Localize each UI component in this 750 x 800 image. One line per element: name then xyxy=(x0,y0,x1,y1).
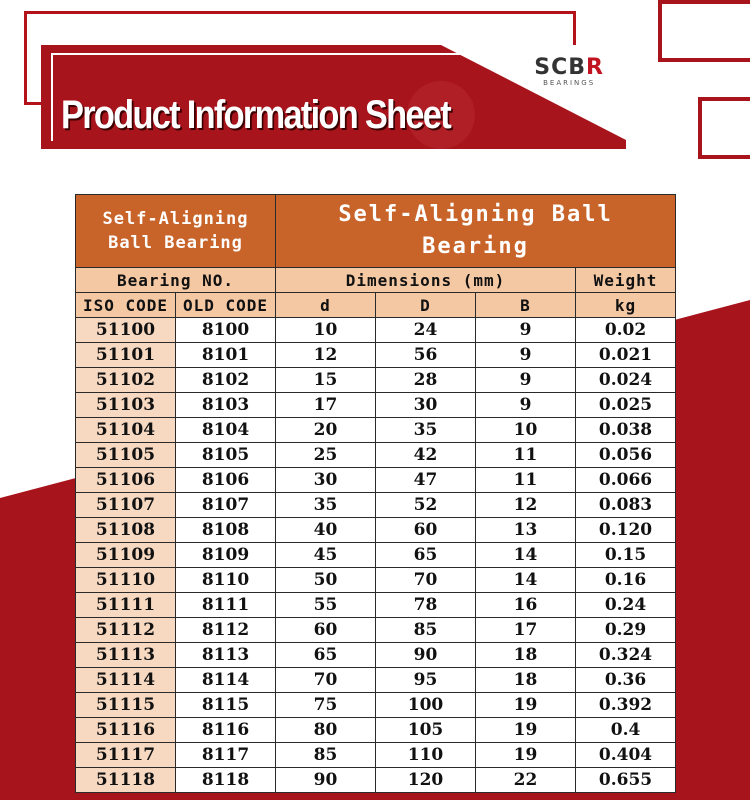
table-row xyxy=(76,568,676,593)
page-title: Product Information Sheet xyxy=(61,93,450,137)
table-row xyxy=(76,668,676,693)
weight-cell: 0.29 xyxy=(576,618,676,643)
weight-cell: 0.025 xyxy=(576,393,676,418)
iso-code-cell: 51111 xyxy=(76,593,176,618)
weight-cell: 0.16 xyxy=(576,568,676,593)
B-cell: 19 xyxy=(476,743,576,768)
old-code-cell: 8101 xyxy=(176,343,276,368)
d-cell: 25 xyxy=(276,443,376,468)
iso-code-cell: 51103 xyxy=(76,393,176,418)
D-cell: 95 xyxy=(376,668,476,693)
B-cell: 14 xyxy=(476,543,576,568)
table-row xyxy=(76,368,676,393)
column-header-kg: kg xyxy=(576,293,676,318)
table-row xyxy=(76,768,676,793)
d-cell: 80 xyxy=(276,718,376,743)
d-cell: 55 xyxy=(276,593,376,618)
d-cell: 50 xyxy=(276,568,376,593)
d-cell: 20 xyxy=(276,418,376,443)
B-cell: 9 xyxy=(476,318,576,343)
iso-code-cell: 51117 xyxy=(76,743,176,768)
iso-code-cell: 51107 xyxy=(76,493,176,518)
weight-cell: 0.024 xyxy=(576,368,676,393)
weight-cell: 0.24 xyxy=(576,593,676,618)
iso-code-cell: 51101 xyxy=(76,343,176,368)
D-cell: 90 xyxy=(376,643,476,668)
weight-cell: 0.655 xyxy=(576,768,676,793)
logo-subtext: BEARINGS xyxy=(543,79,596,87)
iso-code-cell: 51105 xyxy=(76,443,176,468)
column-header-B: B xyxy=(476,293,576,318)
B-cell: 9 xyxy=(476,393,576,418)
column-header-old: OLD CODE xyxy=(176,293,276,318)
d-cell: 35 xyxy=(276,493,376,518)
iso-code-cell: 51113 xyxy=(76,643,176,668)
B-cell: 16 xyxy=(476,593,576,618)
d-cell: 17 xyxy=(276,393,376,418)
D-cell: 28 xyxy=(376,368,476,393)
weight-cell: 0.02 xyxy=(576,318,676,343)
old-code-cell: 8111 xyxy=(176,593,276,618)
iso-code-cell: 51118 xyxy=(76,768,176,793)
D-cell: 24 xyxy=(376,318,476,343)
table-row xyxy=(76,493,676,518)
B-cell: 14 xyxy=(476,568,576,593)
decorative-frame-top-right xyxy=(658,0,750,62)
D-cell: 65 xyxy=(376,543,476,568)
d-cell: 75 xyxy=(276,693,376,718)
d-cell: 65 xyxy=(276,643,376,668)
B-cell: 11 xyxy=(476,443,576,468)
table-row xyxy=(76,593,676,618)
table-row xyxy=(76,718,676,743)
D-cell: 78 xyxy=(376,593,476,618)
header-bearing-no: Bearing NO. xyxy=(76,268,276,293)
B-cell: 10 xyxy=(476,418,576,443)
old-code-cell: 8102 xyxy=(176,368,276,393)
weight-cell: 0.056 xyxy=(576,443,676,468)
iso-code-cell: 51104 xyxy=(76,418,176,443)
table-row xyxy=(76,618,676,643)
logo-text-accent: R xyxy=(586,55,604,80)
old-code-cell: 8107 xyxy=(176,493,276,518)
old-code-cell: 8109 xyxy=(176,543,276,568)
D-cell: 110 xyxy=(376,743,476,768)
B-cell: 18 xyxy=(476,668,576,693)
D-cell: 105 xyxy=(376,718,476,743)
decorative-frame-right xyxy=(698,97,750,159)
iso-code-cell: 51114 xyxy=(76,668,176,693)
column-header-D: D xyxy=(376,293,476,318)
old-code-cell: 8103 xyxy=(176,393,276,418)
brand-logo xyxy=(534,57,604,88)
iso-code-cell: 51102 xyxy=(76,368,176,393)
D-cell: 35 xyxy=(376,418,476,443)
old-code-cell: 8110 xyxy=(176,568,276,593)
iso-code-cell: 51112 xyxy=(76,618,176,643)
table-row xyxy=(76,343,676,368)
table-row xyxy=(76,318,676,343)
iso-code-cell: 51115 xyxy=(76,693,176,718)
column-header-iso: ISO CODE xyxy=(76,293,176,318)
header-dimensions: Dimensions (mm) xyxy=(276,268,576,293)
weight-cell: 0.120 xyxy=(576,518,676,543)
table-row xyxy=(76,393,676,418)
d-cell: 10 xyxy=(276,318,376,343)
iso-code-cell: 51100 xyxy=(76,318,176,343)
d-cell: 40 xyxy=(276,518,376,543)
D-cell: 60 xyxy=(376,518,476,543)
D-cell: 100 xyxy=(376,693,476,718)
old-code-cell: 8117 xyxy=(176,743,276,768)
group-header-row xyxy=(76,268,676,293)
d-cell: 12 xyxy=(276,343,376,368)
column-header-d: d xyxy=(276,293,376,318)
weight-cell: 0.066 xyxy=(576,468,676,493)
D-cell: 56 xyxy=(376,343,476,368)
B-cell: 9 xyxy=(476,343,576,368)
D-cell: 30 xyxy=(376,393,476,418)
weight-cell: 0.15 xyxy=(576,543,676,568)
B-cell: 18 xyxy=(476,643,576,668)
table-row xyxy=(76,418,676,443)
old-code-cell: 8104 xyxy=(176,418,276,443)
D-cell: 85 xyxy=(376,618,476,643)
B-cell: 11 xyxy=(476,468,576,493)
B-cell: 9 xyxy=(476,368,576,393)
logo-text-main: SCB xyxy=(534,55,587,80)
B-cell: 19 xyxy=(476,718,576,743)
old-code-cell: 8114 xyxy=(176,668,276,693)
weight-cell: 0.021 xyxy=(576,343,676,368)
weight-cell: 0.404 xyxy=(576,743,676,768)
table-row xyxy=(76,543,676,568)
iso-code-cell: 51110 xyxy=(76,568,176,593)
iso-code-cell: 51108 xyxy=(76,518,176,543)
old-code-cell: 8118 xyxy=(176,768,276,793)
weight-cell: 0.083 xyxy=(576,493,676,518)
old-code-cell: 8113 xyxy=(176,643,276,668)
table-row xyxy=(76,743,676,768)
B-cell: 12 xyxy=(476,493,576,518)
bearing-spec-table xyxy=(75,194,676,793)
header-weight: Weight xyxy=(576,268,676,293)
D-cell: 42 xyxy=(376,443,476,468)
header-banner xyxy=(41,45,626,149)
old-code-cell: 8112 xyxy=(176,618,276,643)
D-cell: 120 xyxy=(376,768,476,793)
old-code-cell: 8115 xyxy=(176,693,276,718)
d-cell: 15 xyxy=(276,368,376,393)
weight-cell: 0.4 xyxy=(576,718,676,743)
table-title-row xyxy=(76,195,676,268)
iso-code-cell: 51116 xyxy=(76,718,176,743)
B-cell: 13 xyxy=(476,518,576,543)
table-title-right: Self-Aligning Ball Bearing xyxy=(276,195,676,268)
weight-cell: 0.038 xyxy=(576,418,676,443)
old-code-cell: 8105 xyxy=(176,443,276,468)
B-cell: 22 xyxy=(476,768,576,793)
table-row xyxy=(76,693,676,718)
B-cell: 17 xyxy=(476,618,576,643)
d-cell: 60 xyxy=(276,618,376,643)
old-code-cell: 8100 xyxy=(176,318,276,343)
iso-code-cell: 51106 xyxy=(76,468,176,493)
D-cell: 47 xyxy=(376,468,476,493)
d-cell: 30 xyxy=(276,468,376,493)
weight-cell: 0.36 xyxy=(576,668,676,693)
D-cell: 70 xyxy=(376,568,476,593)
d-cell: 70 xyxy=(276,668,376,693)
old-code-cell: 8116 xyxy=(176,718,276,743)
table-row xyxy=(76,468,676,493)
d-cell: 45 xyxy=(276,543,376,568)
old-code-cell: 8108 xyxy=(176,518,276,543)
d-cell: 90 xyxy=(276,768,376,793)
table-row xyxy=(76,443,676,468)
iso-code-cell: 51109 xyxy=(76,543,176,568)
column-header-row xyxy=(76,293,676,318)
old-code-cell: 8106 xyxy=(176,468,276,493)
D-cell: 52 xyxy=(376,493,476,518)
d-cell: 85 xyxy=(276,743,376,768)
table-row xyxy=(76,643,676,668)
B-cell: 19 xyxy=(476,693,576,718)
table-title-left: Self-Aligning Ball Bearing xyxy=(76,195,276,268)
weight-cell: 0.392 xyxy=(576,693,676,718)
weight-cell: 0.324 xyxy=(576,643,676,668)
table-row xyxy=(76,518,676,543)
